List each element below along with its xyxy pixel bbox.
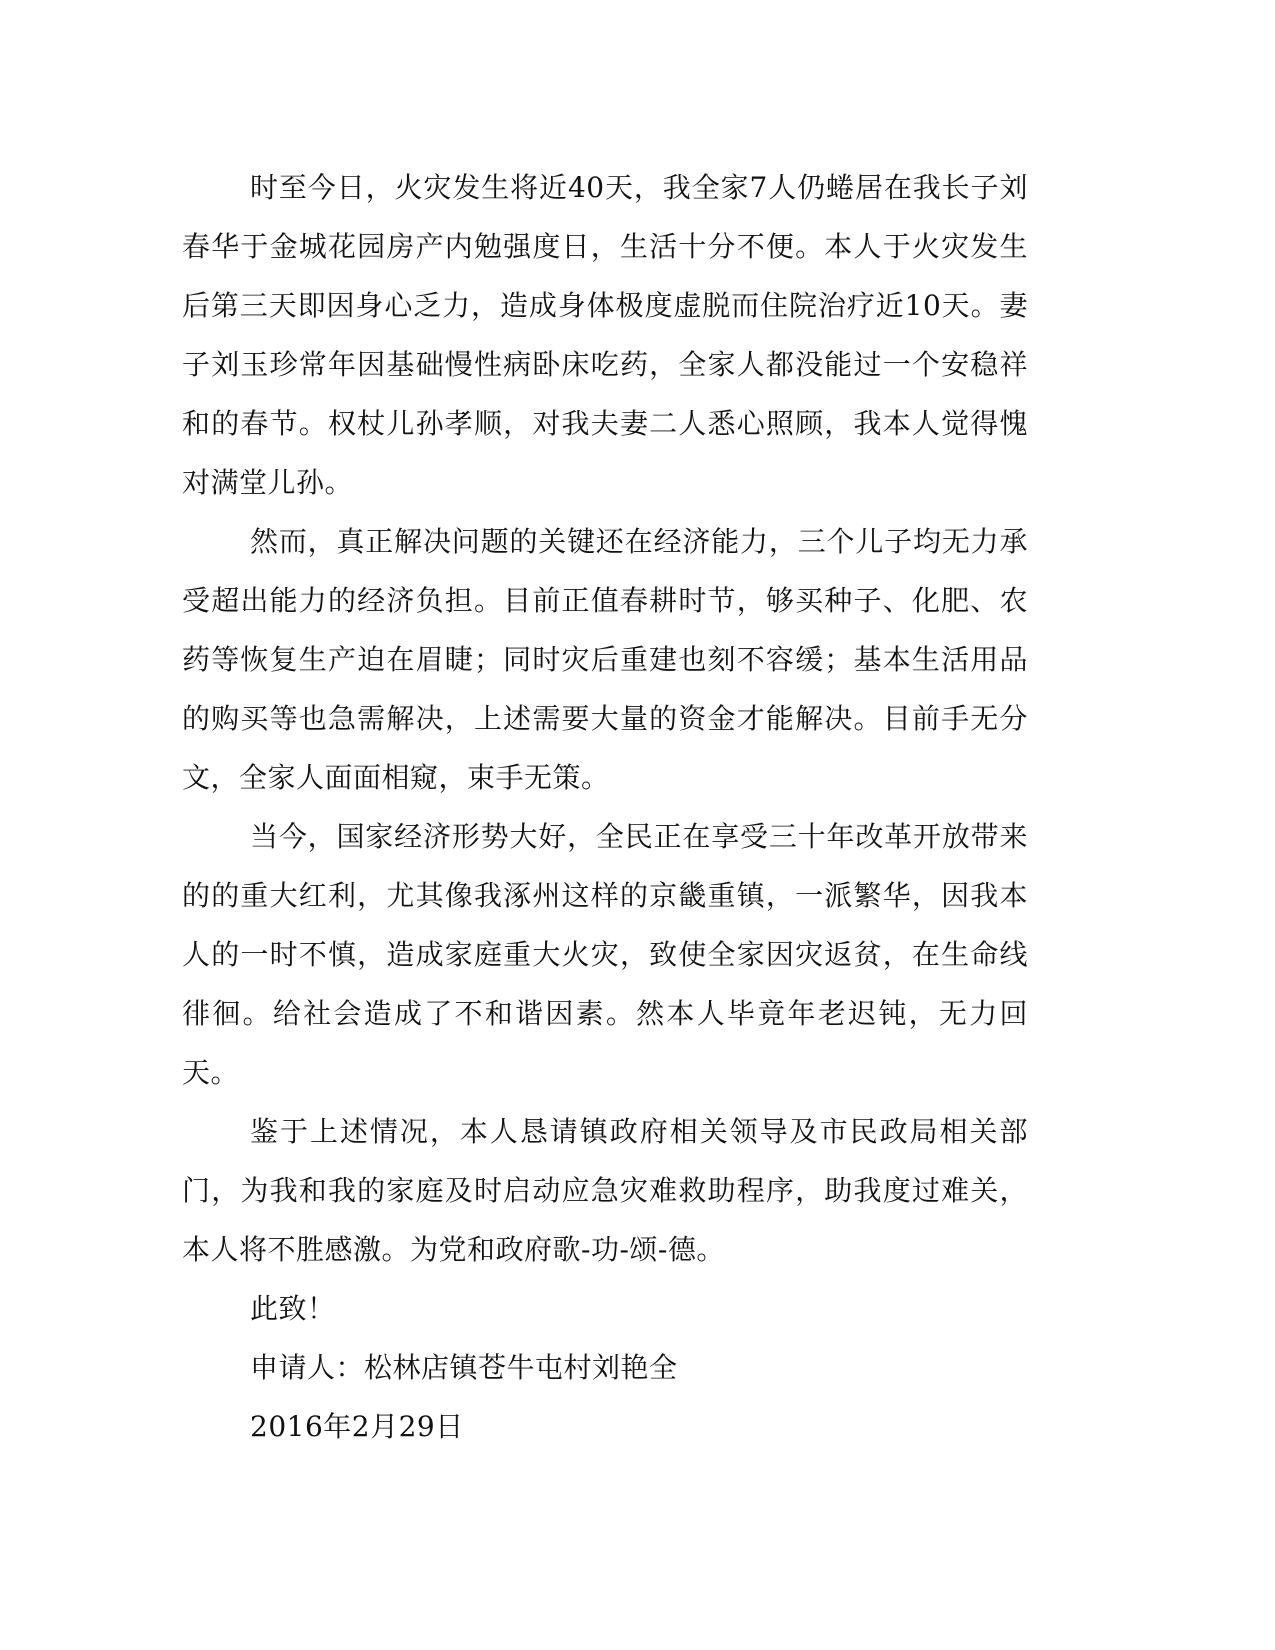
applicant-signature: 申请人：松林店镇苍牛屯村刘艳全 bbox=[250, 1351, 678, 1384]
closing-salutation: 此致！ bbox=[250, 1292, 336, 1325]
paragraph-social-context: 当今，国家经济形势大好，全民正在享受三十年改革开放带来的的重大红利，尤其像我涿州这样的京畿重镇，一派繁华，因我本人的一时不慎，造成家庭重大火灾，致使全家因灾返贫，在生命线徘徊。给社会造成了不和谐因素。然本人毕竟年老迟钝，无力回天。 bbox=[182, 820, 1028, 1089]
letter-body bbox=[182, 158, 1028, 1456]
letter-date: 2016年2月29日 bbox=[250, 1410, 464, 1443]
paragraph-request: 鉴于上述情况，本人恳请镇政府相关领导及市民政局相关部门，为我和我的家庭及时启动应急灾难救助程序，助我度过难关，本人将不胜感激。为党和政府歌-功-颂-德。 bbox=[182, 1115, 1028, 1266]
paragraph-economic-hardship: 然而，真正解决问题的关键还在经济能力，三个儿子均无力承受超出能力的经济负担。目前正值春耕时节，够买种子、化肥、农药等恢复生产迫在眉睫；同时灾后重建也刻不容缓；基本生活用品的购买等也急需解决，上述需要大量的资金才能解决。目前手无分文，全家人面面相窥，束手无策。 bbox=[182, 525, 1028, 794]
paragraph-fire-aftermath: 时至今日，火灾发生将近40天，我全家7人仍蜷居在我长子刘春华于金城花园房产内勉强度日，生活十分不便。本人于火灾发生后第三天即因身心乏力，造成身体极度虚脱而住院治疗近10天。妻子刘玉珍常年因基础慢性病卧床吃药，全家人都没能过一个安稳祥和的春节。权杖儿孙孝顺，对我夫妻二人悉心照顾，我本人觉得愧对满堂儿孙。 bbox=[182, 171, 1028, 499]
